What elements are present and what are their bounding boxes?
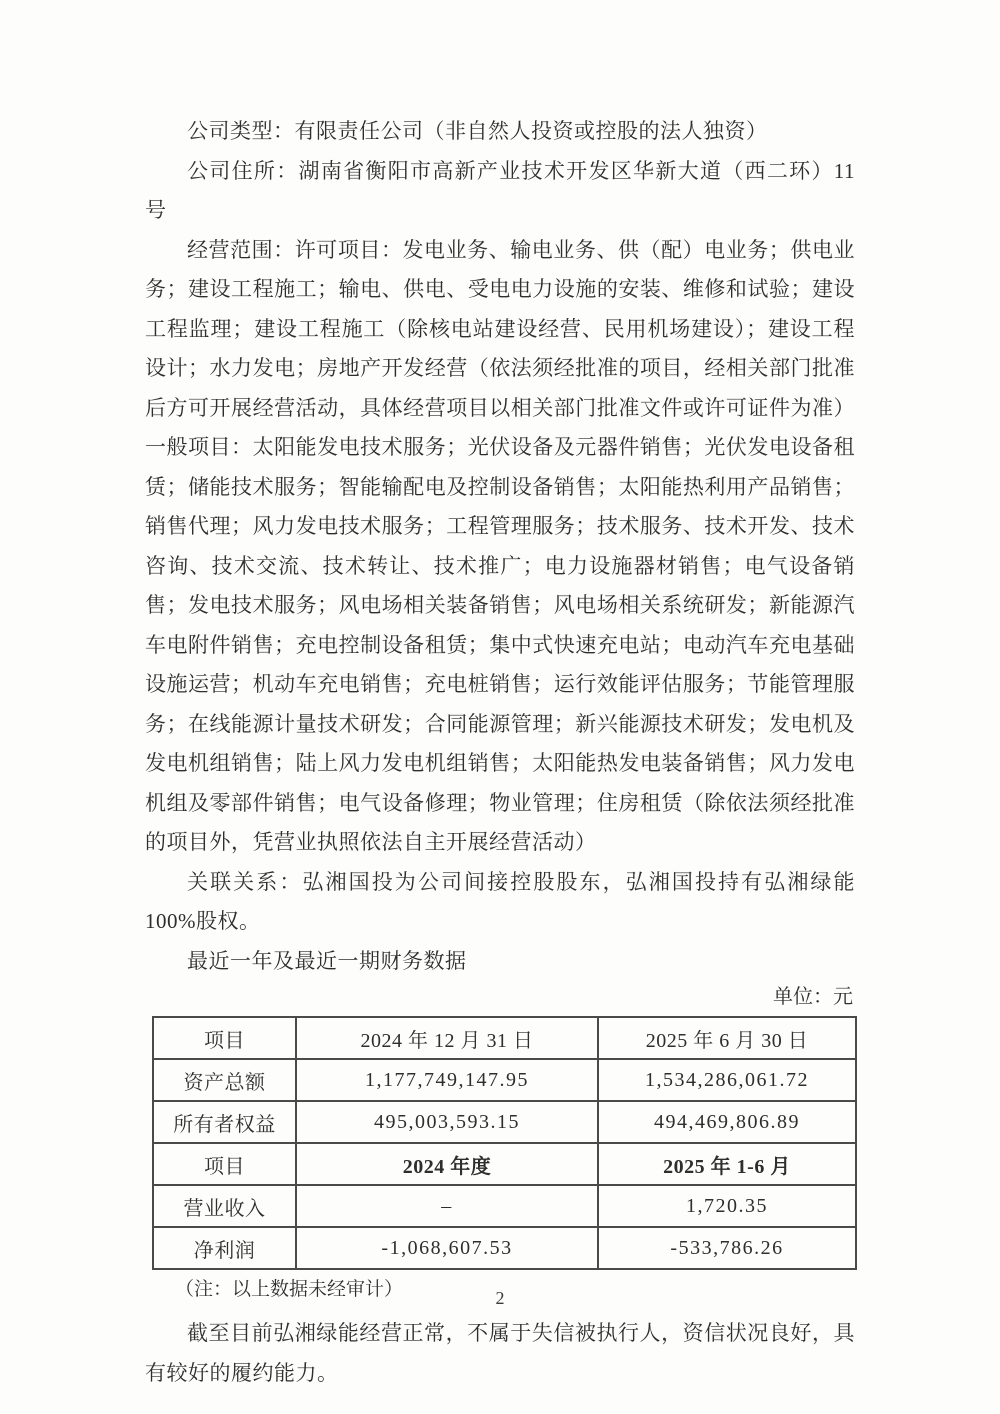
table-row-total-assets [153,1059,856,1101]
financial-table [152,1016,857,1270]
header-item-cell: 项目 [153,1017,296,1059]
business-scope-paragraph [145,231,855,863]
header2-period-2024-cell: 2024 年度 [296,1143,598,1185]
total-assets-2025: 1,534,286,061.72 [598,1059,856,1101]
company-address-label: 公司住所： [187,158,299,183]
related-relationship-label: 关联关系： [187,869,303,894]
header-date-2024-cell: 2024 年 12 月 31 日 [296,1017,598,1059]
business-scope-label: 经营范围： [187,237,295,262]
company-type-value: 有限责任公司（非自然人投资或控股的法人独资） [294,119,768,143]
net-profit-2024: -1,068,607.53 [296,1227,598,1269]
table-unaudited-note: （注：以上数据未经审计） [175,1279,404,1300]
page-number: 2 [495,1288,505,1308]
table-row-header-2 [153,1143,856,1185]
unit-note: 单位：元 [773,986,853,1008]
document-content [145,112,855,1393]
company-address-line [145,152,855,231]
header2-item-cell: 项目 [153,1143,296,1185]
table-row-owners-equity [153,1101,856,1143]
company-type-line [145,112,855,152]
header2-period-2025-cell: 2025 年 1-6 月 [598,1143,856,1185]
total-assets-label: 资产总额 [153,1059,296,1101]
total-assets-2024: 1,177,749,147.95 [296,1059,598,1101]
table-row-net-profit [153,1227,856,1269]
closing-paragraph: 截至目前弘湘绿能经营正常，不属于失信被执行人，资信状况良好，具有较好的履约能力。 [145,1321,855,1385]
net-profit-label: 净利润 [153,1227,296,1269]
related-relationship-value: 弘湘国投为公司间接控股股东，弘湘国投持有弘湘绿能 100%股权。 [145,869,856,933]
company-type-label: 公司类型： [187,119,295,143]
owners-equity-2025: 494,469,806.89 [598,1101,856,1143]
financial-data-heading: 最近一年及最近一期财务数据 [187,948,467,973]
operating-revenue-label: 营业收入 [153,1185,296,1227]
owners-equity-label: 所有者权益 [153,1101,296,1143]
table-row-header-1 [153,1017,856,1059]
table-row-operating-revenue [153,1185,856,1227]
owners-equity-2024: 495,003,593.15 [296,1101,598,1143]
header-date-2025-cell: 2025 年 6 月 30 日 [598,1017,856,1059]
net-profit-2025: -533,786.26 [598,1227,856,1269]
operating-revenue-2025: 1,720.35 [598,1185,856,1227]
operating-revenue-2024: – [296,1185,598,1227]
related-relationship-paragraph [145,863,855,942]
business-scope-value: 许可项目：发电业务、输电业务、供（配）电业务；供电业务；建设工程施工；输电、供电、受电电力设施的安装、维修和试验；建设工程监理；建设工程施工（除核电站建设经营、民用机场建设）；建设工程设计；水力发电；房地产开发经营（依法须经批准的项目，经相关部门批准后方可开展经营活动，具体经营项目以相关部门批准文件或许可证件为准）一般项目：太阳能发电技术服务；光伏设备及元器件销售；光伏发电设备租赁；储能技术服务；智能输配电及控制设备销售；太阳能热利用产品销售；销售代理；风力发电技术服务；工程管理服务；技术服务、技术开发、技术咨询、技术交流、技术转让、技术推广；电力设施器材销售；电气设备销售；发电技术服务；风电场相关装备销售；风电场相关系统研发；新能源汽车电附件销售；充电控制设备租赁；集中式快速充电站；电动汽车充电基础设施运营；机动车充电销售；充电桩销售；运行效能评估服务；节能管理服务；在线能源计量技术研发；合同能源管理；新兴能源技术研发；发电机及发电机组销售；陆上风力发电机组销售；太阳能热发电装备销售；风力发电机组及零部件销售；电气设备修理；物业管理；住房租赁（除依法须经批准的项目外，凭营业执照依法自主开展经营活动） [145,237,855,854]
company-address-value: 湖南省衡阳市高新产业技术开发区华新大道（西二环）11 号 [145,158,856,222]
